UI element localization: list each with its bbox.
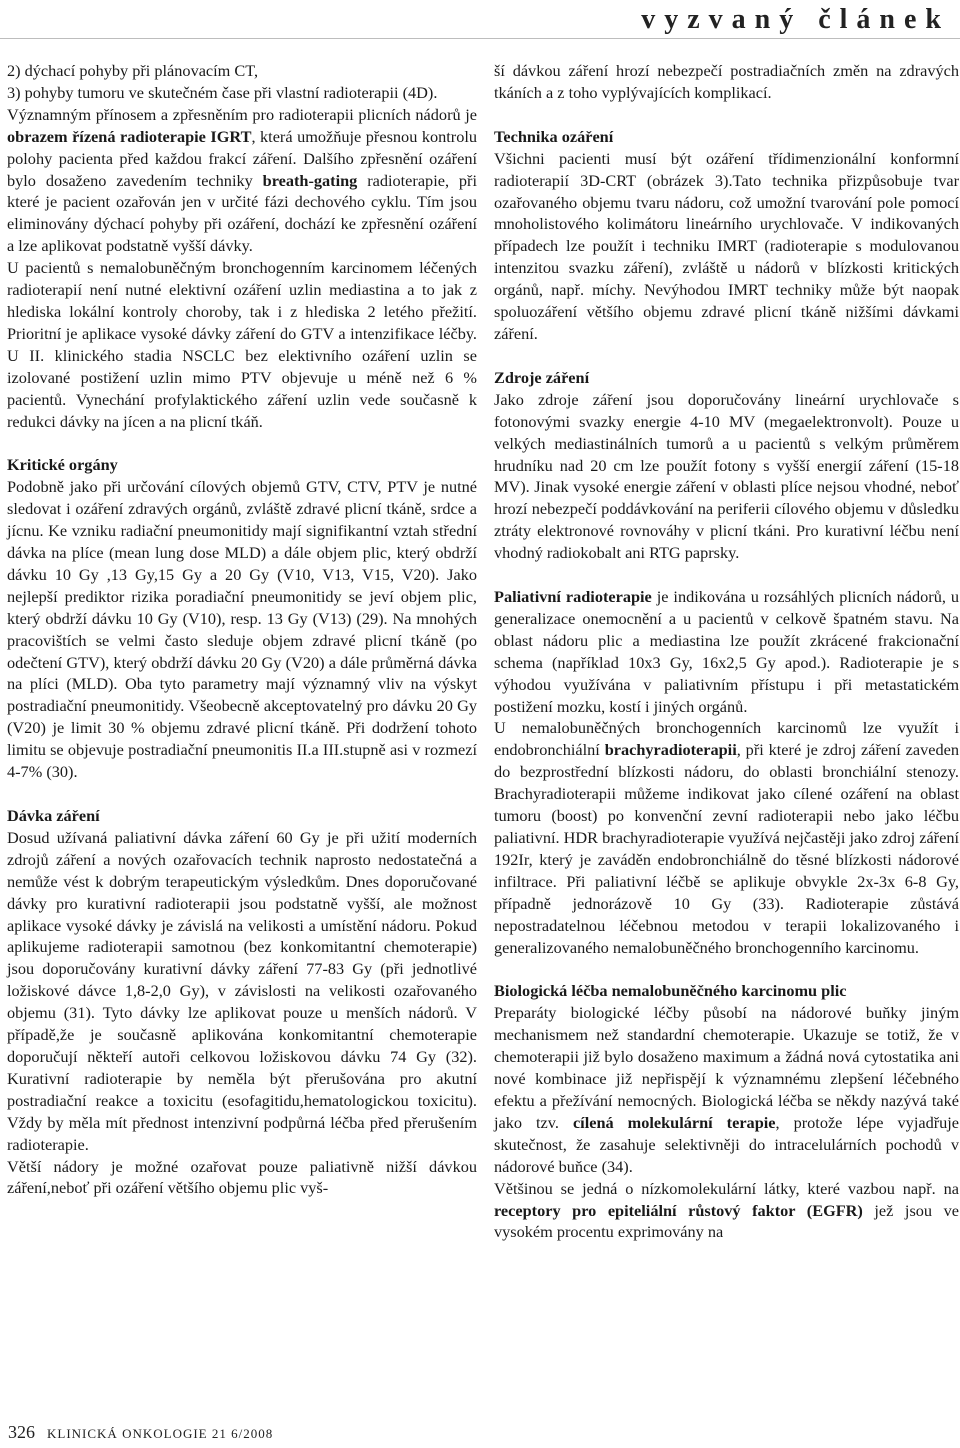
paragraph: Preparáty biologické léčby působí na nádorové buňky jiným mechanismem než standardní chemoterapie. Ukazuje se totiž, že v chemoterapii již bylo dosaženo maximum a žádná nová cytostatika ani nové kombinace již nepřispějí k významnému zlepšení léčebného efektu a přežívání nemocných. Biologická léčba se někdy nazývá také jako tzv. cílená molekulární terapie, protože lépe vyjadřuje skutečnost, že zasahuje selektivněji do intracelulárních pochodů v nádorové buňce (34). [494,1003,960,1176]
paragraph: Podobně jako při určování cílových objemů GTV, CTV, PTV je nutné sledovat i ozáření zdravých orgánů, zvláště zdravé plicní tkáně, srdce a jícnu. Ke vzniku radiační pneumonitidy mají signifikantní vztah střední dávka na plíce (mean lung dose MLD) a dále objem plic, který obdrží dávku 10 Gy ,13 Gy,15 Gy a 20 Gy (V10, V13, V15, V20). Jako nejlepší prediktor rizika poradiační pneumonitidy se jeví objem plic, který obdrží dávku 10 Gy (V10), resp. 13 Gy (V13) (29). Na mnohých pracovištích se velmi často sleduje objem zdravé plicní tkáně (po odečtení GTV), který obdrží dávku 20 Gy (V20) a dále průměrná dávka na plíci (MLD). Oba tyto parametry mají významný vliv na výskyt postradiační pneumonitidy. Všeobecně akceptovatelný pro dávku 20 Gy (V20) je limit 30 % objemu zdravé plicní tkáně. Při dodržení tohoto limitu se objevuje postradiační pneumonitis II.a III.stupně asi v rozmezí 4-7% (30). [7,477,477,782]
section-heading: Dávka záření [7,806,100,825]
paragraph: Větší nádory je možné ozařovat pouze paliativně nižší dávkou záření,neboť při ozáření většího objemu plic vyš- [7,1156,477,1198]
right-column [494,60,959,1243]
list-item: 2) dýchací pohyby při plánovacím CT, [7,61,259,80]
paragraph: Jako zdroje záření jsou doporučovány lineární urychlovače s fotonovými svazky energie 4-10 MV (megaelektronvolt). Pouze u velkých mediastinálních tumorů a u pacientů s velkým průměrem hrudníku nad 20 cm lze použít fotony s vyšší energií záření (15-18 MV). Jinak vysoké energie záření v oblasti plíce nejsou vhodné, neboť hrozí nebezpečí poddávkování na periferii cílového objemu v důsledku ztráty elektronové rovnováhy v plicní tkáni. Pro kurativní léčbu není vhodný radiokobalt ani RTG paprsky. [494,389,959,563]
page-footer [8,1422,273,1443]
journal-name: KLINICKÁ ONKOLOGIE 21 6/2008 [47,1426,274,1441]
paragraph: Paliativní radioterapie je indikována u rozsáhlých plicních nádorů, u generalizace onemocnění a u pacientů v celkově špatném stavu. Na oblast nádoru plic a mediastina lze použít zkrácené frakcionační schema (například 10x3 Gy, 16x2,5 Gy apod.). Radioterapie je s výhodou využívána v paliativním přístupu i při metastatickém postižení mozku, kostí i jiných orgánů. [494,587,959,716]
page-number: 326 [8,1422,35,1442]
left-column [7,60,477,1199]
paragraph: ší dávkou záření hrozí nebezpečí postradiačních změn na zdravých tkáních a z toho vyplývajících komplikací. [494,61,959,102]
paragraph: Významným přínosem a zpřesněním pro radioterapii plicních nádorů je obrazem řízená radioterapie IGRT, která umožňuje přesnou kontrolu polohy pacienta před každou frakcí záření. Dalšího zpřesnění ozáření bylo dosaženo zavedením techniky breath-gating radioterapie, při které je pacient ozařován jen v určité fázi dechového cyklu. Tím jsou eliminovány dýchací pohyby při ozáření, dochází ke zpřesnění ozáření a lze aplikovat podstatně vyšší dávky. [7,104,478,256]
paragraph: Dosud užívaná paliativní dávka záření 60 Gy je při užití moderních zdrojů záření a nových ozařovacích technik naprosto nedostatečná a nemůže vést k dobrým terapeutickým výsledkům. Dnes doporučované dávky pro kurativní radioterapii jsou podstatně vyšší, ale možnost aplikace vysoké dávky je závislá na velikosti a umístění nádoru. Pokud aplikujeme radioterapii samotnou (bez konkomitantní chemoterapie) jsou doporučovány kurativní dávky záření 77-83 Gy (při jednotlivé ložiskové dávce 1,8-2,0 Gy), v závislosti na velikosti ozařovaného objemu (31). Tyto dávky lze aplikovat pouze u menších nádorů. V případě,že je současně aplikována konkomitantní chemoterapie doporučují někteří autoři celkovou ložiskovou dávku 74 Gy (32). Kurativní radioterapie by neměla být přerušována pro akutní postradiační reakce a toxicitu (esofagitidu,hematologickou toxicitu). Vždy by měla mít přednost intenzivní podpůrná léčba před přerušením radioterapie. [7,827,477,1154]
paragraph: Většinou se jedná o nízkomolekulární látky, které vazbou např. na receptory pro epiteliální růstový faktor (EGFR) jež jsou ve vysokém procentu exprimovány na [494,1178,959,1242]
page-header [0,0,960,40]
section-heading: Zdroje záření [494,367,590,387]
paragraph: Všichni pacienti musí být ozáření třídimenzionální konformní radioterapií 3D-CRT (obrázek 3).Tato technika přizpůsobuje tvar ozařovaného objemu tvaru nádoru, což umožní tvarování pole pomocí mnoholistového kolimátoru lineárního urychlovače. V indikovaných případech lze použít i techniku IMRT (radioterapie s modulovanou intenzitou svazku záření), zvláště u nádorů v blízkosti kritických orgánů, např. míchy. Nevýhodou IMRT techniky může být naopak spoluozáření většího objemu zdravé plicní tkáně nižšími dávkami záření. [494,148,959,343]
section-heading: Biologická léčba nemalobuněčného karcinomu plic [494,981,847,1001]
paragraph: U pacientů s nemalobuněčným bronchogenním karcinomem léčených radioterapií není nutné elektivní ozáření uzlin mediastina a to jak z hlediska lokální kontroly choroby, tak i z hlediska 2 letého přežití. Prioritní je aplikace vysoké dávky záření do GTV a intenzifikace léčby. U II. klinického stadia NSCLC bez elektivního ozáření uzlin se izolované postižení uzlin mimo PTV objevuje u méně než 6 % pacientů. Vynechání profylaktického záření uzlin vede současně k redukci dávky na jícen a na plicní tkáň. [7,258,477,431]
section-heading: Kritické orgány [7,455,118,475]
list-item: 3) pohyby tumoru ve skutečném čase při vlastní radioterapii (4D). [7,82,438,102]
section-heading: Technika ozáření [494,126,614,146]
paragraph: U nemalobuněčných bronchogenních karcinomů lze využít i endobronchiální brachyradioterapii, při které je zdroj záření zaveden do bezprostřední blízkosti nádoru, do oblasti bronchiální stenozy. Brachyradioterapii můžeme indikovat jako cílené ozáření na oblast tumoru (boost) po konvenční zevní radioterapii nebo jako léčbu paliativní. HDR brachyradioterapie využívá nejčastěji jako zdroj záření 192Ir, který je zaváděn endobronchiálně do těsné blízkosti nádorové infiltrace. Při paliativní léčbě se aplikuje obvykle 2x-3x 6-8 Gy, případně jednorázově 10 Gy (33). Radioterapie zůstává nepostradatelnou léčebnou metodou v terapii lokalizovaného i generalizovaného nemalobuněčného bronchogenního karcinomu. [494,718,959,957]
header-divider [0,38,960,39]
section-title: vyzvaný článek [641,4,950,35]
